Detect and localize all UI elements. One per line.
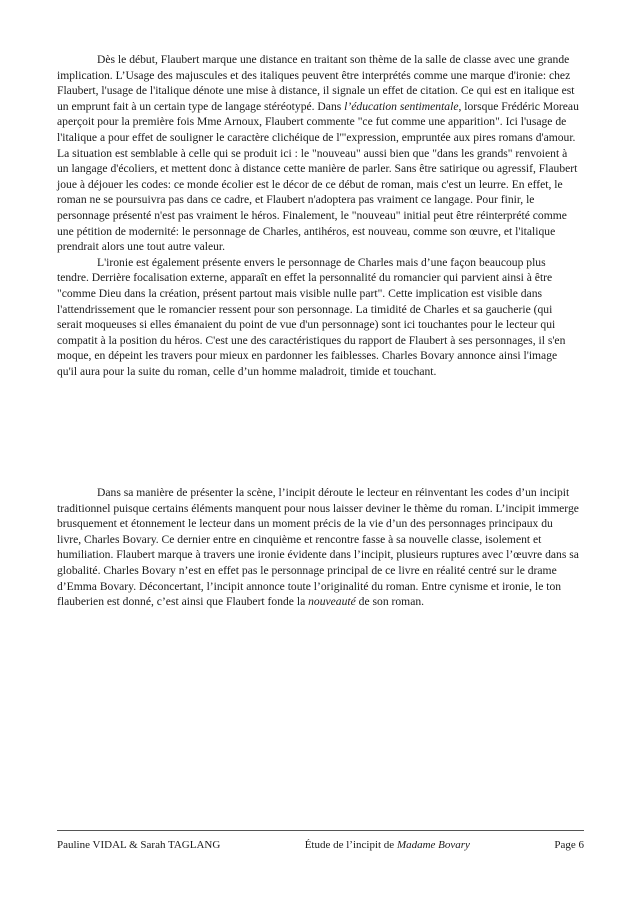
- section-irony: [57, 52, 579, 379]
- emphasis-italic: nouveauté: [308, 595, 356, 609]
- footer-title-italic: Madame Bovary: [396, 839, 470, 851]
- footer-title-prefix: Étude de l’incipit de: [304, 839, 397, 851]
- footer-authors: Pauline VIDAL & Sarah TAGLANG: [57, 839, 221, 851]
- footer-title: [305, 838, 470, 852]
- page-footer: [57, 838, 584, 852]
- footer-divider: [57, 830, 584, 831]
- paragraph-text: , lorsque Frédéric Moreau aperçoit pour la première fois Mme Arnoux, Flaubert commente "ce fut comme une apparition". Ici l'usage de l'italique a pour effet de souligner le caractère clichéique de l'"expression, empruntée aux pires romans d'amour. La situation est semblable à celle qui se produit ici : le "nouveau" aussi bien que "dans les grands" renvoient à un langage d'écoliers, et mettent donc à distance cette manière de parler. Sans être satirique ou agressif, Flaubert joue à déjouer les codes: ce monde écolier est le décor de ce début de roman, mais c'est un leurre. En effet, le roman ne se poursuivra pas dans ce cadre, et Flaubert n'adoptera pas vraiment ce langage. Pour finir, le personnage présenté n'est pas vraiment le héros. Finalement, le "nouveau" initial peut être réinterprété comme une pétition de modernité: le personnage de Charles, antihéros, est nouveau, comme son œuvre, et l'italique prendrait alors une tout autre valeur.: [57, 99, 579, 254]
- section-conclusion: [57, 485, 579, 610]
- paragraph-text: de son roman.: [355, 595, 425, 609]
- paragraph-conclusion: [57, 485, 579, 610]
- paragraph-text: Dans sa manière de présenter la scène, l’incipit déroute le lecteur en réinventant les codes d’un incipit traditionnel puisque certains éléments manquent pour nous laisser deviner le thème du roman. L’incipit immerge brusquement et étonnement le lecteur dans un moment précis de la vie d’un des personnages principaux du livre, Charles Bovary. Ce dernier entre en cinquième et rencontre fasse à sa nouvelle classe, isolement et humiliation. Flaubert marque à travers une ironie évidente dans l’incipit, plusieurs ruptures avec l’œuvre dans sa globalité. Charles Bovary n’est en effet pas le personnage principal de ce livre en réalité centré sur le drame d’Emma Bovary. Déconcertant, l’incipit annonce toute l’originalité du roman. Entre cynisme et ironie, le ton flauberien est donné, c’est ainsi que Flaubert fonde la: [57, 486, 579, 609]
- paragraph-italic-usage: [57, 52, 579, 255]
- paragraph-tender-irony: L'ironie est également présente envers le personnage de Charles mais d’une façon beaucoup plus tendre. Derrière focalisation externe, apparaît en effet la personnalité du romancier qui parvient ainsi à être "comme Dieu dans la création, présent partout mais visible nulle part". Cette implication est visible dans l'attendrissement que le romancier ressent pour son personnage. La timidité de Charles et sa gaucherie (qui serait moqueuses si elles émanaient du point de vue d'un personnage) sont ici touchantes pour le lecteur qui compatit à la position du héros. C'est une des caractéristiques du rapport de Flaubert à ses personnages, il s'en moque, en dépeint les travers pour mieux en pardonner les faiblesses. Charles Bovary annonce ainsi l'image qu'il aura pour la suite du roman, celle d’un homme maladroit, timide et touchant.: [57, 255, 566, 378]
- book-title-italic: l’éducation sentimentale: [344, 99, 459, 113]
- paragraph-text: Dès le début, Flaubert marque une distance en traitant son thème de la salle de classe avec une grande implication. L’Usage des majuscules et des italiques peuvent être interprétés comme une marque d'ironie: chez Flaubert, l'usage de l'italique dénote une mise à distance, il signale un effet de citation. Ce qui est en italique est un emprunt fait à un certain type de langage stéréotypé. Dans: [57, 53, 575, 113]
- page-number: Page 6: [554, 839, 584, 851]
